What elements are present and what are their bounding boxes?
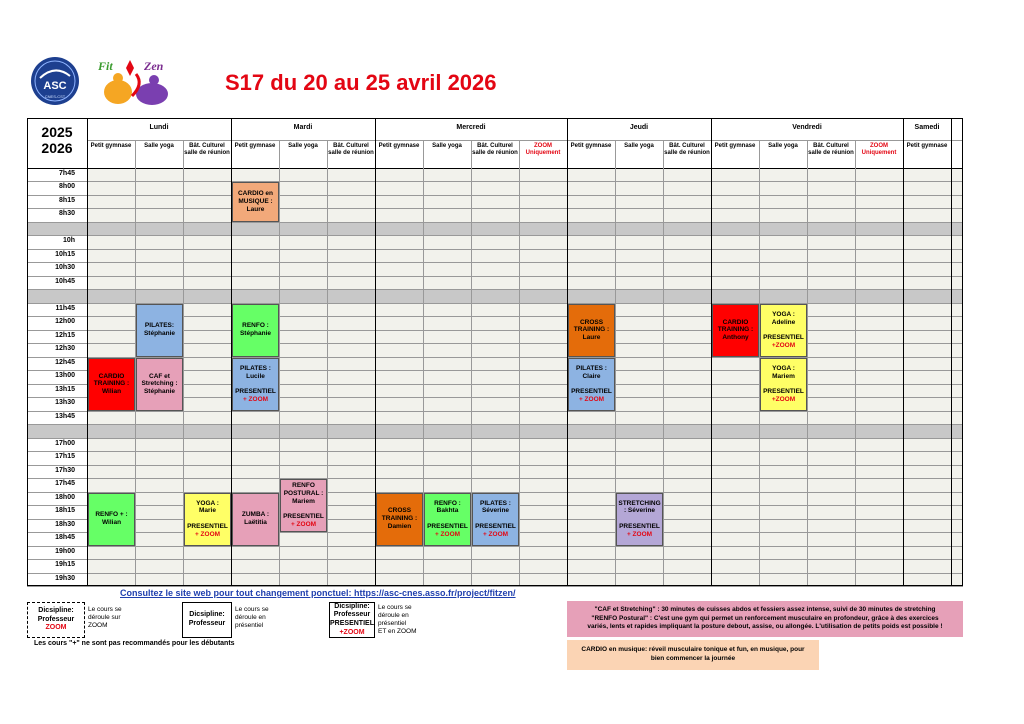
class-block[interactable] <box>88 493 135 546</box>
class-block-line: TRAINING : <box>93 380 130 388</box>
class-block[interactable] <box>88 358 135 411</box>
legend-presentiel-text-3: présentiel <box>235 622 264 630</box>
class-block[interactable] <box>760 304 807 357</box>
class-block[interactable] <box>472 493 519 546</box>
time-label: 17h00 <box>55 439 75 447</box>
class-block-line: PRESENTIEL <box>763 334 804 342</box>
website-link[interactable]: Consultez le site web pour tout changement ponctuel: https://asc-cnes.asso.fr/project/fitzen/ <box>120 588 516 598</box>
class-block-zoom: + ZOOM <box>290 521 317 529</box>
time-label: 12h30 <box>55 345 75 353</box>
time-label: 8h30 <box>59 210 75 218</box>
legend-presentiel-text-1: Le cours se <box>235 606 269 613</box>
class-block-line: Lucile <box>246 372 265 380</box>
class-block-zoom: + ZOOM <box>194 530 221 538</box>
schedule-grid <box>27 118 963 586</box>
class-block[interactable] <box>568 358 615 411</box>
legend-zoom-box <box>27 602 85 638</box>
legend-hybrid-text-1: Le cours se <box>378 604 412 611</box>
room-header: ZOOM Uniquement <box>525 143 561 156</box>
class-block-line <box>303 506 305 514</box>
room-header: Petit gymnase <box>90 143 132 149</box>
class-block-line: Laure <box>246 206 265 214</box>
time-label: 13h00 <box>55 372 75 380</box>
class-block-line: PRESENTIEL <box>283 513 324 521</box>
legend-presentiel-line-1: Dicsipline: <box>189 611 225 619</box>
class-block-line: Stéphanie <box>239 330 272 338</box>
class-block[interactable] <box>232 358 279 411</box>
day-header-jeudi: Jeudi <box>629 124 649 131</box>
class-block-line: Wilian <box>101 519 122 527</box>
legend-hybrid-line-3: PRESENTIEL <box>330 620 374 627</box>
svg-text:Zen: Zen <box>144 59 164 73</box>
class-block[interactable] <box>232 493 279 546</box>
class-block-line: PILATES: <box>144 322 175 330</box>
fitzen-logo <box>96 54 182 110</box>
legend-zoom-text <box>88 606 122 630</box>
class-block-zoom: + ZOOM <box>434 530 461 538</box>
class-block-line: TRAINING : <box>381 515 418 523</box>
time-label: 10h15 <box>55 250 75 258</box>
time-label: 18h45 <box>55 534 75 542</box>
class-block-line: PRESENTIEL <box>475 522 516 530</box>
class-block-line: ZUMBA : <box>241 511 270 519</box>
class-block[interactable] <box>232 304 279 357</box>
class-block-line: TRAINING : <box>717 326 754 334</box>
legend-hybrid-text-4: ET en ZOOM <box>378 628 417 636</box>
class-block-line: PILATES : <box>480 499 511 507</box>
class-block-line: YOGA : <box>772 310 795 318</box>
time-label: 13h15 <box>55 385 75 393</box>
class-block-line: CARDIO <box>98 372 125 380</box>
class-block-line: Stéphanie <box>143 388 176 396</box>
legend-hybrid-zoom: +ZOOM <box>339 628 365 636</box>
class-block-zoom: +ZOOM <box>771 395 796 403</box>
day-header-lundi: Lundi <box>149 124 169 131</box>
legend-presentiel-text <box>235 606 269 630</box>
asc-logo-text: ASC <box>43 80 67 92</box>
time-label: 19h00 <box>55 547 75 555</box>
legend-zoom-text-1: Le cours se <box>88 606 122 613</box>
class-block-line: Mariem <box>292 497 315 505</box>
day-header-samedi: Samedi <box>914 124 940 131</box>
class-block-line <box>255 380 257 388</box>
class-block[interactable] <box>424 493 471 546</box>
legend-hybrid-text-3: présentiel <box>378 620 407 628</box>
class-block-line: YOGA : <box>772 364 795 372</box>
class-block-line <box>207 515 209 523</box>
legend-hybrid-line-2: Professeur <box>333 611 371 619</box>
legend-presentiel-box <box>182 602 232 638</box>
legend-zoom-line-1: Dicsipline: <box>38 606 74 614</box>
class-block-line: PRESENTIEL <box>619 522 660 530</box>
beginner-warning: Les cours "+" ne sont pas recommandés pour les débutants <box>34 640 235 647</box>
class-block-zoom: + ZOOM <box>482 530 509 538</box>
class-block[interactable] <box>184 493 231 546</box>
class-block-line: Séverine <box>481 507 510 515</box>
day-header-mardi: Mardi <box>293 124 313 131</box>
time-label: 18h15 <box>55 507 75 515</box>
time-label: 19h15 <box>55 561 75 569</box>
class-block-line: CROSS <box>579 318 604 326</box>
room-header: Salle yoga <box>624 143 654 149</box>
class-block-line: Mariem <box>772 372 795 380</box>
orange-note-line-1: CARDIO en musique: réveil musculaire tonique et fun, en musique, pour <box>581 646 805 654</box>
class-block-line: CARDIO en <box>237 190 274 198</box>
day-header-mercredi: Mercredi <box>456 124 486 131</box>
room-header: Petit gymnase <box>906 143 948 149</box>
legend-hybrid-line-1: Dicsipline: <box>334 602 370 610</box>
time-label: 17h45 <box>55 480 75 488</box>
time-label: 12h45 <box>55 358 75 366</box>
orange-note-line-2: bien commencer la journée <box>650 655 736 662</box>
class-block-line: PRESENTIEL <box>427 522 468 530</box>
class-block-line: YOGA : <box>196 499 219 507</box>
class-block-line: RENFO + : <box>95 511 128 519</box>
time-label: 17h15 <box>55 453 75 461</box>
class-block-zoom: + ZOOM <box>242 395 269 403</box>
class-block-zoom: +ZOOM <box>771 341 796 349</box>
pink-note-line-2: "RENFO Postural" : C'est une gym qui permet un renforcement musculaire en profondeur, grâce à des exercices <box>591 614 939 622</box>
time-label: 10h <box>62 237 75 245</box>
class-block-line: PILATES : <box>240 364 271 372</box>
class-block-zoom: + ZOOM <box>626 530 653 538</box>
time-label: 11h45 <box>55 304 75 312</box>
class-block-line: Adeline <box>771 318 796 326</box>
legend-presentiel-line-2: Professeur <box>188 620 226 627</box>
class-block-line: Laëtitia <box>244 519 267 527</box>
class-block[interactable] <box>568 304 615 357</box>
class-block-line: Anthony <box>722 334 749 342</box>
room-header: Petit gymnase <box>714 143 756 149</box>
class-block-line: RENFO : <box>242 322 269 330</box>
time-label: 12h15 <box>55 331 75 339</box>
room-header: ZOOM Uniquement <box>861 143 897 156</box>
class-block-line: Damien <box>387 522 412 530</box>
class-block-line: CAF et <box>149 372 170 380</box>
legend-hybrid-text <box>378 604 417 637</box>
class-block[interactable] <box>376 493 423 546</box>
class-block-line: STRETCHING <box>618 499 661 507</box>
class-block-line <box>447 515 449 523</box>
legend-hybrid-text-2: déroule en <box>378 612 409 620</box>
class-block-line: PRESENTIEL <box>235 388 276 396</box>
svg-text:Fit: Fit <box>98 59 113 73</box>
grid-hline <box>27 586 963 587</box>
room-header: Bât. Culturel salle de réunion <box>664 143 710 156</box>
room-header: Bât. Culturel salle de réunion <box>184 143 230 156</box>
legend-zoom-line-2: Professeur <box>37 615 75 623</box>
year-label <box>27 124 87 156</box>
class-block-line: RENFO : <box>434 499 461 507</box>
room-header: Bât. Culturel salle de réunion <box>328 143 374 156</box>
room-header: Petit gymnase <box>378 143 420 149</box>
class-block-line: PRESENTIEL <box>763 388 804 396</box>
room-header: Petit gymnase <box>234 143 276 149</box>
room-header: Salle yoga <box>768 143 798 149</box>
time-label: 18h00 <box>55 493 75 501</box>
class-block[interactable] <box>232 182 279 221</box>
class-block-line: PILATES : <box>576 364 607 372</box>
class-block-line: Laure <box>582 334 601 342</box>
time-label: 13h45 <box>55 412 75 420</box>
class-block[interactable] <box>136 304 183 357</box>
legend-presentiel-text-2: déroule en <box>235 614 266 622</box>
class-block-line: : Séverine <box>623 507 656 515</box>
orange-info-note <box>567 640 819 670</box>
class-block-line: Wilian <box>101 388 122 396</box>
class-block-line <box>639 515 641 523</box>
class-block-line: CROSS <box>387 507 412 515</box>
time-label: 18h30 <box>55 520 75 528</box>
time-label: 17h30 <box>55 466 75 474</box>
room-header: Bât. Culturel salle de réunion <box>808 143 854 156</box>
class-block-line: Marie <box>199 507 216 515</box>
day-header-vendredi: Vendredi <box>792 124 822 131</box>
year-label-0: 2025 <box>41 124 73 140</box>
time-label: 10h30 <box>55 264 75 272</box>
class-block[interactable] <box>712 304 759 357</box>
time-label: 8h00 <box>59 183 75 191</box>
class-block[interactable] <box>760 358 807 411</box>
class-block-line: RENFO <box>292 482 315 490</box>
class-block-line <box>783 326 785 334</box>
class-block-line <box>783 380 785 388</box>
time-label: 12h00 <box>55 318 75 326</box>
legend-zoom-text-3: ZOOM <box>88 622 108 630</box>
legend-zoom-zoom: ZOOM <box>45 624 67 632</box>
class-block-line: POSTURAL : <box>283 489 324 497</box>
time-label: 13h30 <box>55 399 75 407</box>
pink-note-line-1: "CAF et Stretching" : 30 minutes de cuisses abdos et fessiers assez intense, suivi de 30 minutes de stretching <box>594 605 936 613</box>
class-block-line: Stretching : <box>141 380 178 388</box>
legend-zoom-text-2: déroule sur <box>88 614 121 622</box>
asc-logo <box>30 56 80 106</box>
class-block[interactable] <box>136 358 183 411</box>
asc-logo-subtext: CNES-CST <box>44 94 66 99</box>
time-label: 8h15 <box>59 196 75 204</box>
time-label: 7h45 <box>59 170 75 177</box>
class-block[interactable] <box>616 493 663 546</box>
class-block[interactable] <box>280 479 327 532</box>
pink-info-note <box>567 601 963 637</box>
room-header: Bât. Culturel salle de réunion <box>472 143 518 156</box>
room-header: Salle yoga <box>432 143 462 149</box>
class-block-line: TRAINING : <box>573 326 610 334</box>
class-block-line: CARDIO <box>722 318 749 326</box>
page-title: S17 du 20 au 25 avril 2026 <box>225 70 497 95</box>
class-block-line: PRESENTIEL <box>187 522 228 530</box>
class-block-line: Bakhta <box>436 507 459 515</box>
pink-note-line-3: variés, lents et rapides impliquant la posture debout, assise, ou allongée. L'utilisation de petits poids est possible ! <box>587 623 943 631</box>
room-header: Salle yoga <box>288 143 318 149</box>
room-header: Salle yoga <box>144 143 174 149</box>
time-label: 19h30 <box>55 574 75 582</box>
class-block-line <box>495 515 497 523</box>
class-block-line: PRESENTIEL <box>571 388 612 396</box>
class-block-zoom: + ZOOM <box>578 395 605 403</box>
legend-hybrid-box <box>329 602 375 638</box>
class-block-line: Stéphanie <box>143 330 176 338</box>
room-header: Petit gymnase <box>570 143 612 149</box>
year-label-1: 2026 <box>41 140 73 157</box>
class-block-line <box>591 380 593 388</box>
time-label: 10h45 <box>55 277 75 285</box>
class-block-line: Claire <box>582 372 601 380</box>
class-block-line: MUSIQUE : <box>238 198 273 206</box>
